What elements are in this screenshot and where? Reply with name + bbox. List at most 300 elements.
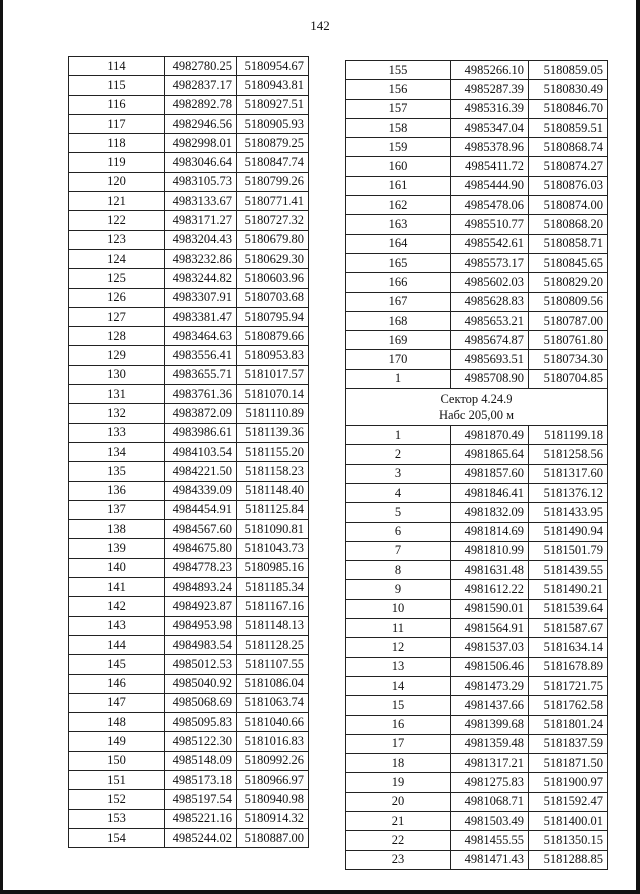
y-coordinate: 5180876.03	[529, 176, 608, 195]
y-coordinate: 5180868.74	[529, 138, 608, 157]
x-coordinate: 4983761.36	[165, 385, 237, 404]
table-row	[69, 172, 309, 191]
table-row	[69, 790, 309, 809]
table-row	[69, 442, 309, 461]
point-number: 19	[346, 773, 451, 792]
table-row	[346, 715, 608, 734]
y-coordinate: 5180629.30	[237, 249, 309, 268]
y-coordinate: 5181110.89	[237, 404, 309, 423]
table-row	[346, 176, 608, 195]
table-row	[346, 331, 608, 350]
y-coordinate: 5180953.83	[237, 346, 309, 365]
point-number: 16	[346, 715, 451, 734]
point-number: 14	[346, 676, 451, 695]
x-coordinate: 4981810.99	[451, 541, 529, 560]
x-coordinate: 4982946.56	[165, 114, 237, 133]
point-number: 131	[69, 385, 165, 404]
x-coordinate: 4985122.30	[165, 732, 237, 751]
x-coordinate: 4984893.24	[165, 578, 237, 597]
y-coordinate: 5180874.00	[529, 196, 608, 215]
y-coordinate: 5181400.01	[529, 811, 608, 830]
point-number: 142	[69, 597, 165, 616]
point-number: 125	[69, 269, 165, 288]
x-coordinate: 4981068.71	[451, 792, 529, 811]
x-coordinate: 4981455.55	[451, 831, 529, 850]
table-row	[346, 118, 608, 137]
y-coordinate: 5181900.97	[529, 773, 608, 792]
table-row	[69, 346, 309, 365]
point-number: 146	[69, 674, 165, 693]
point-number: 126	[69, 288, 165, 307]
x-coordinate: 4981870.49	[451, 426, 529, 445]
point-number: 165	[346, 253, 451, 272]
point-number: 133	[69, 423, 165, 442]
x-coordinate: 4985148.09	[165, 751, 237, 770]
point-number: 117	[69, 114, 165, 133]
page-number: 142	[310, 18, 330, 33]
point-number: 162	[346, 196, 451, 215]
x-coordinate: 4981857.60	[451, 464, 529, 483]
table-row	[346, 657, 608, 676]
point-number: 119	[69, 153, 165, 172]
x-coordinate: 4984339.09	[165, 481, 237, 500]
x-coordinate: 4983655.71	[165, 365, 237, 384]
y-coordinate: 5180704.85	[529, 369, 608, 388]
x-coordinate: 4981846.41	[451, 483, 529, 502]
y-coordinate: 5180603.96	[237, 269, 309, 288]
table-row	[69, 385, 309, 404]
table-row	[69, 307, 309, 326]
table-row	[69, 153, 309, 172]
point-number: 157	[346, 99, 451, 118]
x-coordinate: 4984983.54	[165, 635, 237, 654]
scan-edge-left	[0, 0, 3, 894]
x-coordinate: 4983133.67	[165, 192, 237, 211]
y-coordinate: 5181801.24	[529, 715, 608, 734]
x-coordinate: 4985173.18	[165, 770, 237, 789]
y-coordinate: 5180992.26	[237, 751, 309, 770]
point-number: 13	[346, 657, 451, 676]
x-coordinate: 4984953.98	[165, 616, 237, 635]
table-row	[69, 249, 309, 268]
y-coordinate: 5180927.51	[237, 95, 309, 114]
scan-edge-bottom	[0, 890, 640, 894]
point-number: 7	[346, 541, 451, 560]
y-coordinate: 5180859.51	[529, 118, 608, 137]
y-coordinate: 5180874.27	[529, 157, 608, 176]
x-coordinate: 4981631.48	[451, 561, 529, 580]
point-number: 129	[69, 346, 165, 365]
x-coordinate: 4982837.17	[165, 76, 237, 95]
point-number: 12	[346, 638, 451, 657]
y-coordinate: 5180858.71	[529, 234, 608, 253]
table-row	[346, 215, 608, 234]
y-coordinate: 5181063.74	[237, 693, 309, 712]
point-number: 15	[346, 696, 451, 715]
x-coordinate: 4985510.77	[451, 215, 529, 234]
y-coordinate: 5181501.79	[529, 541, 608, 560]
point-number: 147	[69, 693, 165, 712]
point-number: 137	[69, 500, 165, 519]
x-coordinate: 4983232.86	[165, 249, 237, 268]
table-row	[346, 619, 608, 638]
x-coordinate: 4985197.54	[165, 790, 237, 809]
table-row	[69, 713, 309, 732]
table-row	[69, 732, 309, 751]
x-coordinate: 4985444.90	[451, 176, 529, 195]
table-row	[346, 503, 608, 522]
y-coordinate: 5181678.89	[529, 657, 608, 676]
point-number: 154	[69, 828, 165, 847]
y-coordinate: 5181040.66	[237, 713, 309, 732]
point-number: 2	[346, 445, 451, 464]
table-row	[69, 597, 309, 616]
x-coordinate: 4985602.03	[451, 273, 529, 292]
point-number: 134	[69, 442, 165, 461]
table-row	[346, 445, 608, 464]
x-coordinate: 4985628.83	[451, 292, 529, 311]
y-coordinate: 5180734.30	[529, 350, 608, 369]
y-coordinate: 5180727.32	[237, 211, 309, 230]
y-coordinate: 5181587.67	[529, 619, 608, 638]
table-row	[69, 365, 309, 384]
x-coordinate: 4983307.91	[165, 288, 237, 307]
y-coordinate: 5181125.84	[237, 500, 309, 519]
table-row	[69, 520, 309, 539]
point-number: 18	[346, 754, 451, 773]
point-number: 156	[346, 80, 451, 99]
x-coordinate: 4984454.91	[165, 500, 237, 519]
y-coordinate: 5181490.21	[529, 580, 608, 599]
y-coordinate: 5181376.12	[529, 483, 608, 502]
x-coordinate: 4985708.90	[451, 369, 529, 388]
table-row	[346, 792, 608, 811]
x-coordinate: 4983556.41	[165, 346, 237, 365]
point-number: 22	[346, 831, 451, 850]
x-coordinate: 4984567.60	[165, 520, 237, 539]
table-row	[346, 138, 608, 157]
x-coordinate: 4981506.46	[451, 657, 529, 676]
y-coordinate: 5180830.49	[529, 80, 608, 99]
point-number: 8	[346, 561, 451, 580]
table-row	[69, 423, 309, 442]
point-number: 122	[69, 211, 165, 230]
x-coordinate: 4983872.09	[165, 404, 237, 423]
point-number: 10	[346, 599, 451, 618]
y-coordinate: 5180771.41	[237, 192, 309, 211]
point-number: 148	[69, 713, 165, 732]
table-row	[69, 751, 309, 770]
point-number: 4	[346, 483, 451, 502]
table-row	[346, 850, 608, 869]
x-coordinate: 4983171.27	[165, 211, 237, 230]
sector-header-row	[346, 389, 608, 426]
x-coordinate: 4983986.61	[165, 423, 237, 442]
x-coordinate: 4981590.01	[451, 599, 529, 618]
x-coordinate: 4981317.21	[451, 754, 529, 773]
table-row	[69, 616, 309, 635]
point-number: 11	[346, 619, 451, 638]
point-number: 136	[69, 481, 165, 500]
table-row	[346, 599, 608, 618]
point-number: 128	[69, 327, 165, 346]
table-row	[69, 674, 309, 693]
y-coordinate: 5180787.00	[529, 311, 608, 330]
table-row	[69, 558, 309, 577]
table-row	[346, 734, 608, 753]
y-coordinate: 5180879.25	[237, 134, 309, 153]
y-coordinate: 5180799.26	[237, 172, 309, 191]
x-coordinate: 4983046.64	[165, 153, 237, 172]
x-coordinate: 4981503.49	[451, 811, 529, 830]
x-coordinate: 4982998.01	[165, 134, 237, 153]
x-coordinate: 4984778.23	[165, 558, 237, 577]
point-number: 166	[346, 273, 451, 292]
table-row	[346, 369, 608, 388]
y-coordinate: 5180940.98	[237, 790, 309, 809]
y-coordinate: 5181070.14	[237, 385, 309, 404]
y-coordinate: 5180795.94	[237, 307, 309, 326]
x-coordinate: 4981832.09	[451, 503, 529, 522]
table-row	[69, 635, 309, 654]
y-coordinate: 5181350.15	[529, 831, 608, 850]
x-coordinate: 4981537.03	[451, 638, 529, 657]
y-coordinate: 5180845.65	[529, 253, 608, 272]
point-number: 152	[69, 790, 165, 809]
x-coordinate: 4982780.25	[165, 57, 237, 76]
point-number: 144	[69, 635, 165, 654]
point-number: 143	[69, 616, 165, 635]
point-number: 120	[69, 172, 165, 191]
y-coordinate: 5181317.60	[529, 464, 608, 483]
table-row	[69, 770, 309, 789]
x-coordinate: 4985316.39	[451, 99, 529, 118]
y-coordinate: 5181128.25	[237, 635, 309, 654]
y-coordinate: 5181155.20	[237, 442, 309, 461]
table-row	[346, 831, 608, 850]
y-coordinate: 5181158.23	[237, 462, 309, 481]
x-coordinate: 4985542.61	[451, 234, 529, 253]
y-coordinate: 5181185.34	[237, 578, 309, 597]
point-number: 127	[69, 307, 165, 326]
table-row	[346, 426, 608, 445]
y-coordinate: 5181107.55	[237, 655, 309, 674]
y-coordinate: 5181139.36	[237, 423, 309, 442]
y-coordinate: 5180809.56	[529, 292, 608, 311]
y-coordinate: 5181017.57	[237, 365, 309, 384]
y-coordinate: 5181148.40	[237, 481, 309, 500]
table-row	[69, 192, 309, 211]
right-coordinates-table	[345, 60, 608, 870]
x-coordinate: 4982892.78	[165, 95, 237, 114]
point-number: 167	[346, 292, 451, 311]
point-number: 158	[346, 118, 451, 137]
x-coordinate: 4985478.06	[451, 196, 529, 215]
point-number: 169	[346, 331, 451, 350]
point-number: 164	[346, 234, 451, 253]
table-row	[346, 696, 608, 715]
y-coordinate: 5180859.05	[529, 61, 608, 80]
table-row	[69, 95, 309, 114]
x-coordinate: 4981814.69	[451, 522, 529, 541]
x-coordinate: 4985012.53	[165, 655, 237, 674]
point-number: 151	[69, 770, 165, 789]
table-row	[346, 754, 608, 773]
x-coordinate: 4985693.51	[451, 350, 529, 369]
x-coordinate: 4981359.48	[451, 734, 529, 753]
table-row	[346, 80, 608, 99]
table-row	[69, 655, 309, 674]
y-coordinate: 5181490.94	[529, 522, 608, 541]
y-coordinate: 5180985.16	[237, 558, 309, 577]
y-coordinate: 5181086.04	[237, 674, 309, 693]
table-row	[346, 157, 608, 176]
y-coordinate: 5181090.81	[237, 520, 309, 539]
y-coordinate: 5181721.75	[529, 676, 608, 695]
y-coordinate: 5181433.95	[529, 503, 608, 522]
x-coordinate: 4984103.54	[165, 442, 237, 461]
table-row	[69, 114, 309, 133]
point-number: 116	[69, 95, 165, 114]
point-number: 9	[346, 580, 451, 599]
table-row	[69, 578, 309, 597]
x-coordinate: 4985347.04	[451, 118, 529, 137]
table-row	[69, 500, 309, 519]
table-row	[346, 350, 608, 369]
point-number: 150	[69, 751, 165, 770]
table-row	[69, 693, 309, 712]
x-coordinate: 4985411.72	[451, 157, 529, 176]
x-coordinate: 4983204.43	[165, 230, 237, 249]
y-coordinate: 5181634.14	[529, 638, 608, 657]
table-row	[346, 483, 608, 502]
y-coordinate: 5181199.18	[529, 426, 608, 445]
x-coordinate: 4983105.73	[165, 172, 237, 191]
y-coordinate: 5180879.66	[237, 327, 309, 346]
point-number: 114	[69, 57, 165, 76]
y-coordinate: 5180829.20	[529, 273, 608, 292]
y-coordinate: 5181837.59	[529, 734, 608, 753]
x-coordinate: 4985095.83	[165, 713, 237, 732]
point-number: 6	[346, 522, 451, 541]
table-row	[346, 522, 608, 541]
point-number: 141	[69, 578, 165, 597]
x-coordinate: 4985653.21	[451, 311, 529, 330]
table-row	[69, 269, 309, 288]
point-number: 168	[346, 311, 451, 330]
point-number: 155	[346, 61, 451, 80]
point-number: 20	[346, 792, 451, 811]
y-coordinate: 5180703.68	[237, 288, 309, 307]
point-number: 145	[69, 655, 165, 674]
y-coordinate: 5181043.73	[237, 539, 309, 558]
point-number: 3	[346, 464, 451, 483]
point-number: 139	[69, 539, 165, 558]
point-number: 130	[69, 365, 165, 384]
x-coordinate: 4983244.82	[165, 269, 237, 288]
point-number: 135	[69, 462, 165, 481]
y-coordinate: 5181439.55	[529, 561, 608, 580]
y-coordinate: 5181871.50	[529, 754, 608, 773]
table-row	[69, 462, 309, 481]
point-number: 124	[69, 249, 165, 268]
table-row	[346, 253, 608, 272]
y-coordinate: 5180846.70	[529, 99, 608, 118]
table-row	[346, 676, 608, 695]
y-coordinate: 5180868.20	[529, 215, 608, 234]
point-number: 170	[346, 350, 451, 369]
table-row	[69, 539, 309, 558]
y-coordinate: 5181288.85	[529, 850, 608, 869]
x-coordinate: 4981473.29	[451, 676, 529, 695]
point-number: 123	[69, 230, 165, 249]
table-row	[69, 404, 309, 423]
table-row	[346, 292, 608, 311]
table-row	[346, 561, 608, 580]
point-number: 140	[69, 558, 165, 577]
table-row	[69, 57, 309, 76]
table-row	[346, 541, 608, 560]
x-coordinate: 4984923.87	[165, 597, 237, 616]
scan-edge-right	[636, 0, 640, 894]
point-number: 138	[69, 520, 165, 539]
y-coordinate: 5180943.81	[237, 76, 309, 95]
y-coordinate: 5180847.74	[237, 153, 309, 172]
y-coordinate: 5181762.58	[529, 696, 608, 715]
x-coordinate: 4981399.68	[451, 715, 529, 734]
x-coordinate: 4985068.69	[165, 693, 237, 712]
x-coordinate: 4985287.39	[451, 80, 529, 99]
point-number: 160	[346, 157, 451, 176]
x-coordinate: 4985378.96	[451, 138, 529, 157]
y-coordinate: 5180954.67	[237, 57, 309, 76]
x-coordinate: 4985573.17	[451, 253, 529, 272]
table-row	[346, 196, 608, 215]
table-row	[346, 464, 608, 483]
table-row	[69, 76, 309, 95]
point-number: 17	[346, 734, 451, 753]
x-coordinate: 4981471.43	[451, 850, 529, 869]
x-coordinate: 4985674.87	[451, 331, 529, 350]
point-number: 115	[69, 76, 165, 95]
table-row	[69, 230, 309, 249]
x-coordinate: 4981612.22	[451, 580, 529, 599]
x-coordinate: 4985266.10	[451, 61, 529, 80]
x-coordinate: 4984675.80	[165, 539, 237, 558]
y-coordinate: 5180905.93	[237, 114, 309, 133]
y-coordinate: 5180966.97	[237, 770, 309, 789]
table-row	[69, 828, 309, 847]
table-row	[346, 273, 608, 292]
point-number: 159	[346, 138, 451, 157]
table-row	[346, 61, 608, 80]
y-coordinate: 5180887.00	[237, 828, 309, 847]
x-coordinate: 4981564.91	[451, 619, 529, 638]
point-number: 21	[346, 811, 451, 830]
table-row	[346, 311, 608, 330]
point-number: 1	[346, 426, 451, 445]
table-row	[69, 134, 309, 153]
x-coordinate: 4985221.16	[165, 809, 237, 828]
point-number: 1	[346, 369, 451, 388]
left-coordinates-table	[68, 56, 309, 848]
x-coordinate: 4985040.92	[165, 674, 237, 693]
x-coordinate: 4981437.66	[451, 696, 529, 715]
point-number: 121	[69, 192, 165, 211]
y-coordinate: 5181258.56	[529, 445, 608, 464]
table-row	[346, 580, 608, 599]
table-row	[346, 638, 608, 657]
